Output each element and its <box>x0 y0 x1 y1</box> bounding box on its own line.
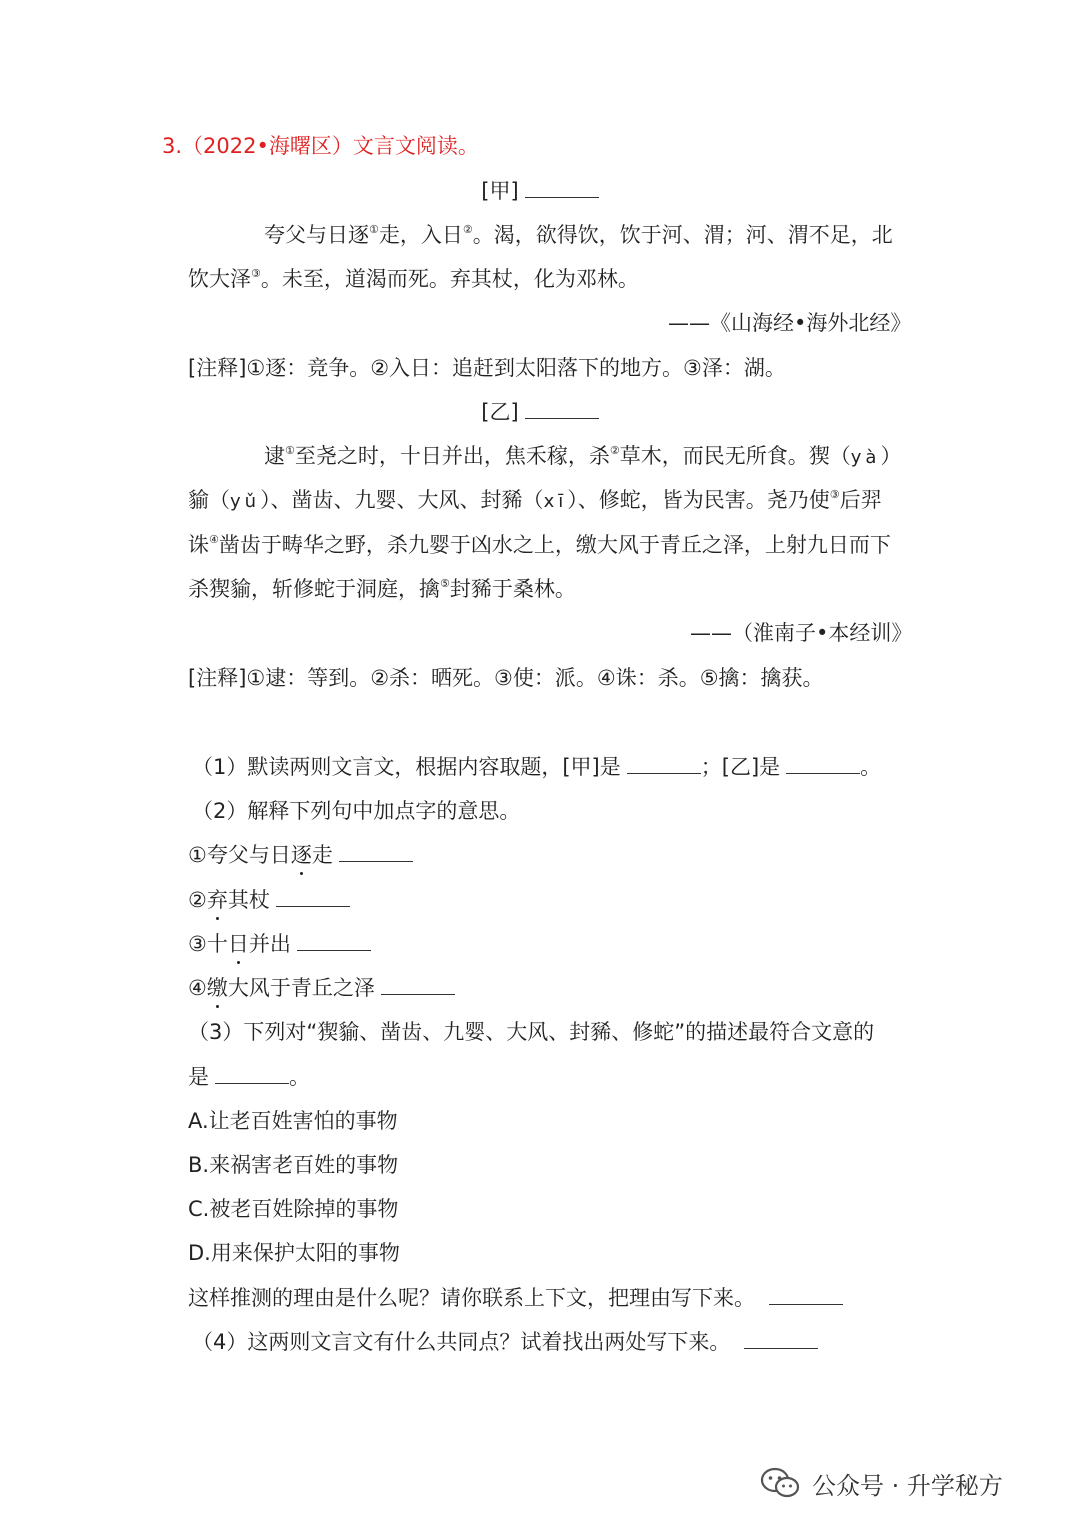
question-4: （4）这两则文言文有什么共同点？试着找出两处写下来。 <box>192 1327 818 1357</box>
answer-blank[interactable] <box>525 398 599 419</box>
passage-b-line: 诛④凿齿于畴华之野，杀九婴于凶水之上，缴大风于青丘之泽，上射九日而下 <box>188 533 891 557</box>
question-1: （1）默读两则文言文，根据内容取题，[甲]是 ；[乙]是 。 <box>192 755 882 779</box>
wechat-icon <box>760 1467 800 1499</box>
passage-b-line: 杀猰貐，斩修蛇于洞庭，擒⑤封豨于桑林。 <box>188 577 576 601</box>
answer-blank[interactable] <box>215 1063 289 1084</box>
answer-blank[interactable] <box>297 930 371 951</box>
answer-blank[interactable] <box>786 753 860 774</box>
question-2-item: ①夸父与日逐走 <box>188 840 413 870</box>
option-a[interactable]: A.让老百姓害怕的事物 <box>188 1109 398 1133</box>
answer-blank[interactable] <box>769 1284 843 1305</box>
passage-a-line: 夸父与日逐①走，入日②。渴，欲得饮，饮于河、渭；河、渭不足，北 <box>264 223 893 247</box>
question-title: 3.（2022•海曙区）文言文阅读。 <box>162 134 479 158</box>
answer-blank[interactable] <box>381 974 455 995</box>
passage-a-note: [注释]①逐：竞争。②入日：追赶到太阳落下的地方。③泽：湖。 <box>188 356 786 380</box>
passage-b-note: [注释]①逮：等到。②杀：晒死。③使：派。④诛：杀。⑤擒：擒获。 <box>188 666 824 690</box>
passage-b-line: 逮①至尧之时，十日并出，焦禾稼，杀②草木，而民无所食。猰（yà） <box>264 444 902 468</box>
passage-b-source: ——（淮南子•本经训》 <box>690 621 913 645</box>
answer-blank[interactable] <box>339 841 413 862</box>
passage-a-line: 饮大泽③。未至，道渴而死。弃其杖，化为邓林。 <box>188 267 639 291</box>
question-3: （3）下列对“猰貐、凿齿、九婴、大风、封豨、修蛇”的描述最符合文意的 <box>188 1020 875 1044</box>
question-2-item: ②弃其杖 <box>188 885 350 915</box>
question-3-reason: 这样推测的理由是什么呢？请你联系上下文，把理由写下来。 <box>188 1283 843 1313</box>
watermark-label: 公众号 · 升学秘方 <box>812 1471 1003 1500</box>
watermark <box>760 1461 1003 1505</box>
question-2-item: ③十日并出 <box>188 929 371 959</box>
passage-a-heading: [甲] <box>0 176 1080 206</box>
passage-b-line: 貐（yǔ）、凿齿、九婴、大风、封豨（xī）、修蛇，皆为民害。尧乃使③后羿 <box>188 488 882 512</box>
passage-a-source: ——《山海经•海外北经》 <box>668 311 912 335</box>
question-3-cont: 是 。 <box>188 1065 310 1089</box>
option-d[interactable]: D.用来保护太阳的事物 <box>188 1241 400 1265</box>
option-c[interactable]: C.被老百姓除掉的事物 <box>188 1197 399 1221</box>
question-2-item: ④缴大风于青丘之泽 <box>188 973 455 1003</box>
passage-b-heading: [乙] <box>0 397 1080 427</box>
question-2: （2）解释下列句中加点字的意思。 <box>192 799 521 823</box>
answer-blank[interactable] <box>627 753 701 774</box>
answer-blank[interactable] <box>744 1328 818 1349</box>
option-b[interactable]: B.来祸害老百姓的事物 <box>188 1153 399 1177</box>
answer-blank[interactable] <box>276 886 350 907</box>
answer-blank[interactable] <box>525 177 599 198</box>
